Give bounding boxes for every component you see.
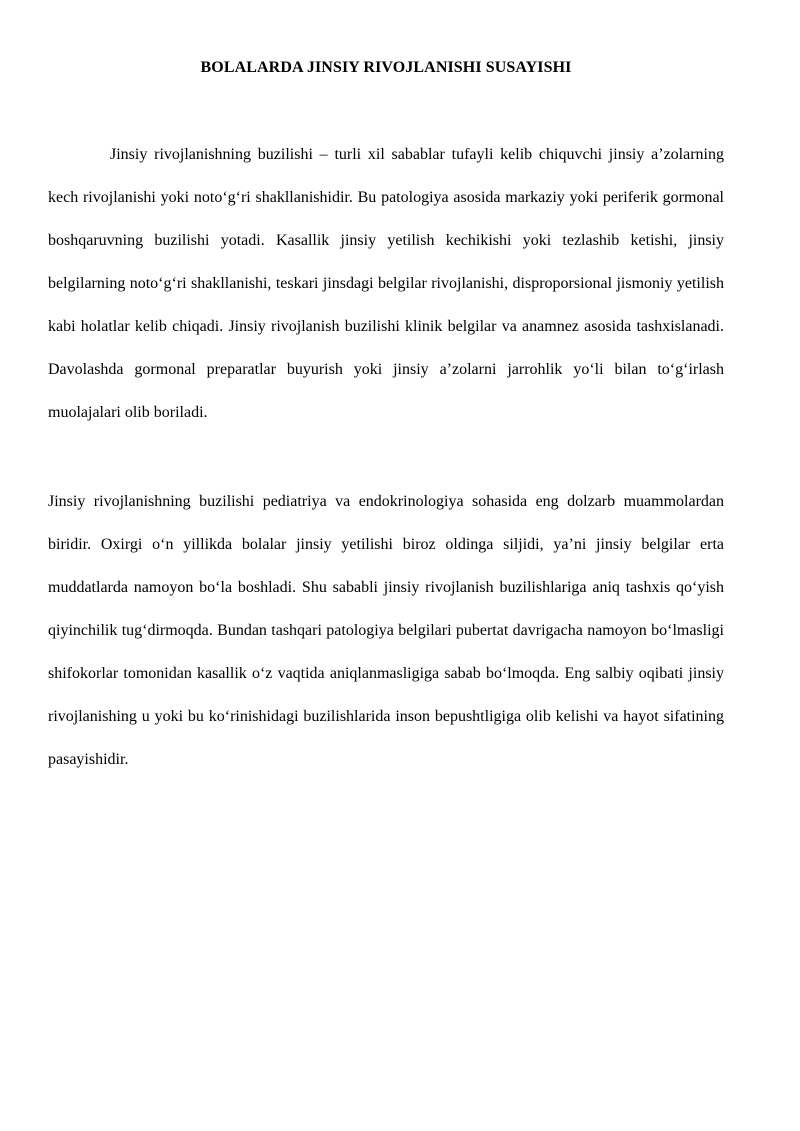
paragraph-relevance: Jinsiy rivojlanishning buzilishi pediatriya va endokrinologiya sohasida eng dolzarb muammolardan biridir. Oxirgi o‘n yillikda bolalar jinsiy yetilishi biroz oldinga siljidi, ya’ni jinsiy belgilar erta muddatlarda namoyon bo‘la boshladi. Shu sababli jinsiy rivojlanish buzilishlariga aniq tashxis qo‘yish qiyinchilik tug‘dirmoqda. Bundan tashqari patologiya belgilari pubertat davrigacha namoyon bo‘lmasligi shifokorlar tomonidan kasallik o‘z vaqtida aniqlanmasligiga sabab bo‘lmoqda. Eng salbiy oqibati jinsiy rivojlanishing u yoki bu ko‘rinishidagi buzilishlarida inson bepushtligiga olib kelishi va hayot sifatining pasayishidir. bbox=[48, 493, 724, 768]
document-title: BOLALARDA JINSIY RIVOJLANISHI SUSAYISHI bbox=[200, 59, 572, 76]
paragraph-intro: Jinsiy rivojlanishning buzilishi – turli xil sabablar tufayli kelib chiquvchi jinsiy a’zolarning kech rivojlanishi yoki noto‘g‘ri shakllanishidir. Bu patologiya asosida markaziy yoki periferik gormonal boshqaruvning buzilishi yotadi. Kasallik jinsiy yetilish kechikishi yoki tezlashib ketishi, jinsiy belgilarning noto‘g‘ri shakllanishi, teskari jinsdagi belgilar rivojlanishi, disproporsional jismoniy yetilish kabi holatlar kelib chiqadi. Jinsiy rivojlanish buzilishi klinik belgilar va anamnez asosida tashxislanadi. Davolashda gormonal preparatlar buyurish yoki jinsiy a’zolarni jarrohlik yo‘li bilan to‘g‘irlash muolajalari olib boriladi. bbox=[48, 146, 724, 421]
